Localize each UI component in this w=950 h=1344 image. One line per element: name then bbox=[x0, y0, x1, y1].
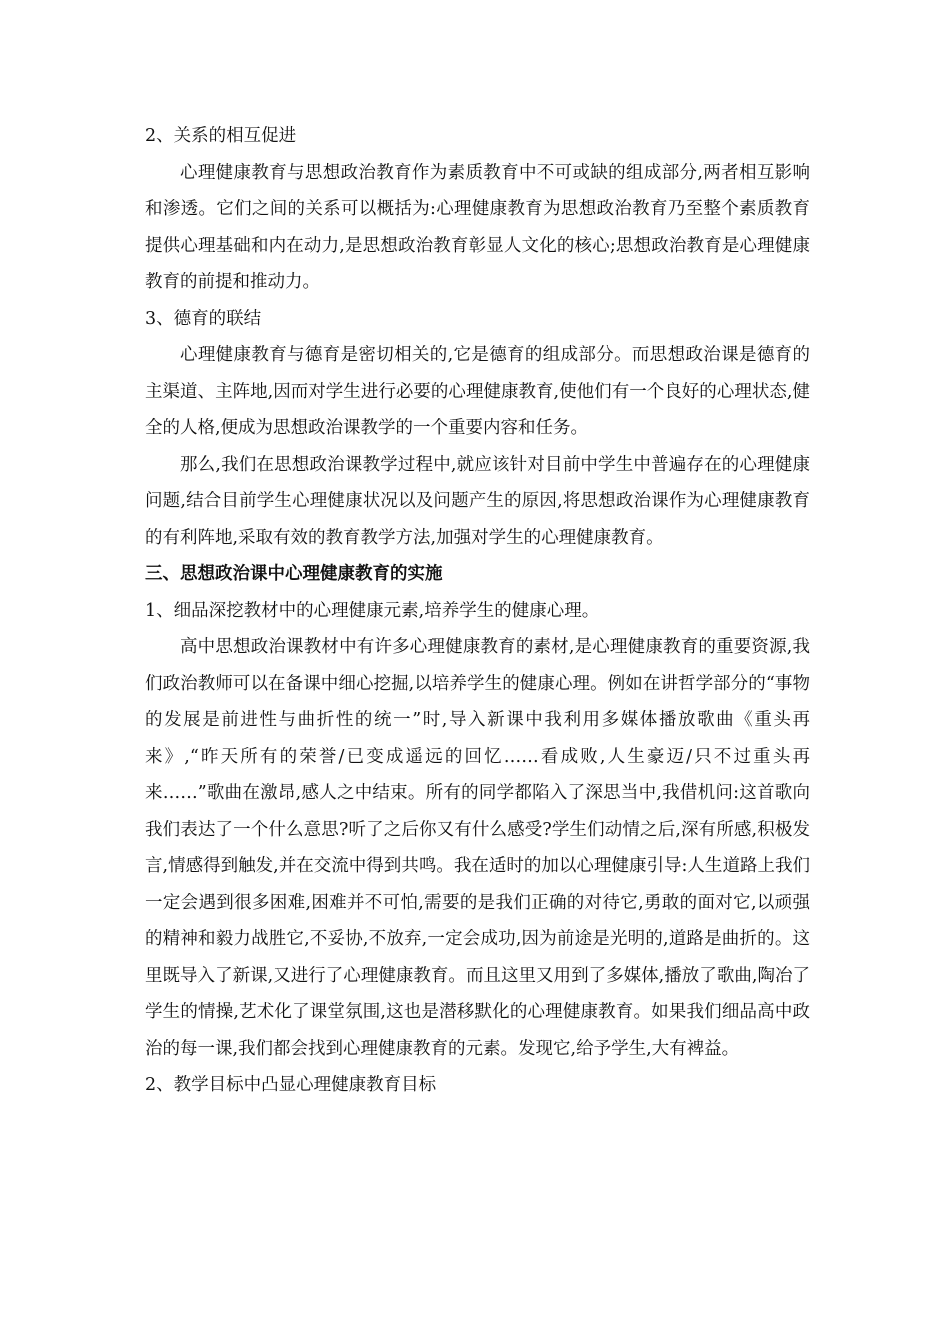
section-title-implementation: 三、思想政治课中心理健康教育的实施 bbox=[145, 564, 443, 584]
paragraph-relation-promotion: 心理健康教育与思想政治教育作为素质教育中不可或缺的组成部分,两者相互影响和渗透。它们之间的关系可以概括为:心理健康教育为思想政治教育乃至整个素质教育提供心理基础和内在动力,是思想政治教育彰显人文化的核心;思想政治教育是心理健康教育的前提和推动力。 bbox=[145, 162, 810, 292]
paragraph-textbook-elements: 高中思想政治课教材中有许多心理健康教育的素材,是心理健康教育的重要资源,我们政治教师可以在备课中细心挖掘,以培养学生的健康心理。例如在讲哲学部分的“事物的发展是前进性与曲折性的统一”时,导入新课中我利用多媒体播放歌曲《重头再来》,“昨天所有的荣誉/已变成遥远的回忆……看成败,人生豪迈/只不过重头再来……”歌曲在激昂,感人之中结束。所有的同学都陷入了深思当中,我借机问:这首歌向我们表达了一个什么意思?听了之后你又有什么感受?学生们动情之后,深有所感,积极发言,情感得到触发,并在交流中得到共鸣。我在适时的加以心理健康引导:人生道路上我们一定会遇到很多困难,困难并不可怕,需要的是我们正确的对待它,勇敢的面对它,以顽强的精神和毅力战胜它,不妥协,不放弃,一定会成功,因为前途是光明的,道路是曲折的。这里既导入了新课,又进行了心理健康教育。而且这里又用到了多媒体,播放了歌曲,陶冶了学生的情操,艺术化了课堂氛围,这也是潜移默化的心理健康教育。如果我们细品高中政治的每一课,我们都会找到心理健康教育的元素。发现它,给予学生,大有裨益。 bbox=[145, 637, 810, 1059]
document-body bbox=[145, 118, 810, 1104]
paragraph-moral-education-link: 心理健康教育与德育是密切相关的,它是德育的组成部分。而思想政治课是德育的主渠道、主阵地,因而对学生进行必要的心理健康教育,使他们有一个良好的心理状态,健全的人格,便成为思想政治课教学的一个重要内容和任务。 bbox=[145, 345, 810, 438]
subheading-teaching-goals: 2、教学目标中凸显心理健康教育目标 bbox=[145, 1075, 437, 1095]
subheading-textbook-elements: 1、细品深挖教材中的心理健康元素,培养学生的健康心理。 bbox=[145, 600, 600, 621]
subheading-moral-education-link: 3、德育的联结 bbox=[145, 308, 262, 329]
subheading-relation-promotion: 2、关系的相互促进 bbox=[145, 126, 297, 146]
paragraph-therefore: 那么,我们在思想政治课教学过程中,就应该针对目前中学生中普遍存在的心理健康问题,结合目前学生心理健康状况以及问题产生的原因,将思想政治课作为心理健康教育的有利阵地,采取有效的教育教学方法,加强对学生的心理健康教育。 bbox=[145, 454, 810, 548]
